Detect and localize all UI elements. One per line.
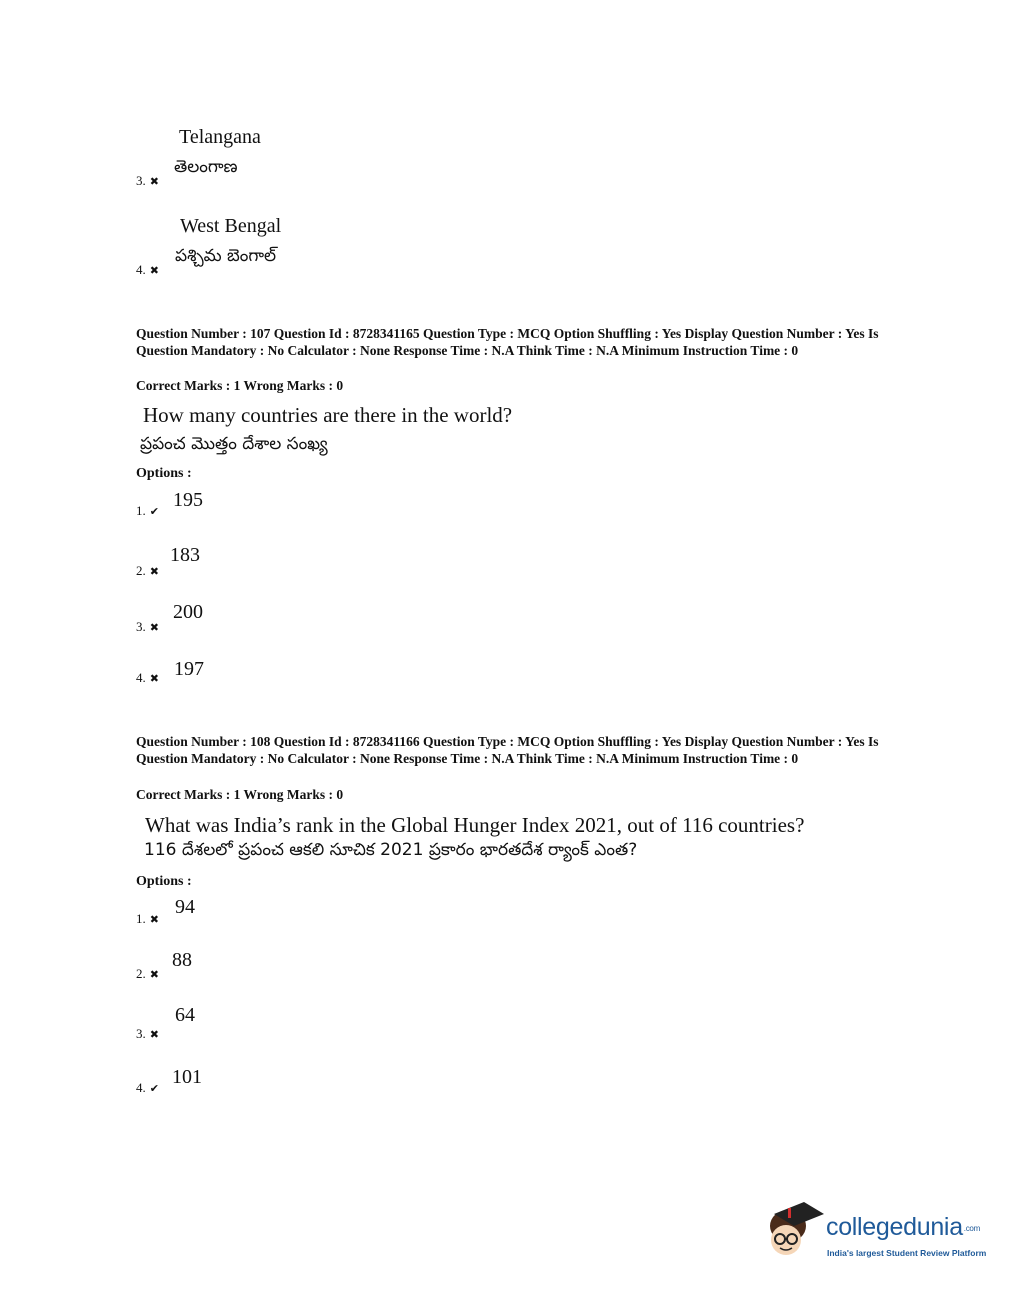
option-row [136, 172, 159, 190]
option-number: 2. [136, 563, 146, 578]
option-number: 4. [136, 262, 146, 277]
wrong-icon: ✖ [149, 969, 159, 981]
options-label: Options : [136, 466, 192, 481]
option-value: 200 [173, 601, 203, 623]
question-text-en: What was India’s rank in the Global Hunger Index 2021, out of 116 countries? [145, 813, 805, 837]
wrong-icon: ✖ [149, 176, 159, 188]
option-number: 4. [136, 670, 146, 685]
wrong-icon: ✖ [149, 914, 159, 926]
wrong-icon: ✖ [149, 1029, 159, 1041]
option-row [136, 502, 159, 520]
logo-wordmark [826, 1213, 980, 1242]
logo-name: collegedunia [826, 1213, 963, 1241]
option-value: 101 [172, 1066, 202, 1088]
question-marks: Correct Marks : 1 Wrong Marks : 0 [136, 378, 344, 393]
wrong-icon: ✖ [149, 566, 159, 578]
option-number: 3. [136, 173, 146, 188]
option-number: 4. [136, 1080, 146, 1095]
option-row [136, 562, 159, 580]
option-text-en: West Bengal [180, 215, 282, 237]
option-row [136, 910, 159, 928]
check-icon: ✔ [149, 506, 159, 518]
option-value: 94 [175, 896, 195, 918]
wrong-icon: ✖ [149, 265, 159, 277]
question-text-te: ప్రపంచ మొత్తం దేశాల సంఖ్య [140, 434, 328, 454]
option-text-en: Telangana [179, 126, 261, 148]
logo-tagline: India's largest Student Review Platform [827, 1248, 987, 1258]
option-value: 183 [170, 544, 200, 566]
option-value: 88 [172, 949, 192, 971]
option-row [136, 669, 159, 687]
question-meta: Question Number : 108 Question Id : 8728341166 Question Type : MCQ Option Shuffling : Yes Display Question Number : Yes Is Question Mandatory : No Calculator : None Response Time : N.A Think Time : N.A Minimum Instruction Time : 0 [136, 734, 879, 766]
option-value: 64 [175, 1004, 195, 1026]
option-text-te: తెలంగాణ [174, 157, 238, 177]
option-value: 195 [173, 489, 203, 511]
question-marks: Correct Marks : 1 Wrong Marks : 0 [136, 787, 344, 802]
option-row [136, 618, 159, 636]
logo-suffix: .com [963, 1223, 980, 1233]
option-row [136, 261, 159, 279]
wrong-icon: ✖ [149, 622, 159, 634]
option-row [136, 1079, 159, 1097]
question-meta: Question Number : 107 Question Id : 8728341165 Question Type : MCQ Option Shuffling : Yes Display Question Number : Yes Is Question Mandatory : No Calculator : None Response Time : N.A Think Time : N.A Minimum Instruction Time : 0 [136, 326, 879, 358]
option-row [136, 965, 159, 983]
wrong-icon: ✖ [149, 673, 159, 685]
options-label: Options : [136, 874, 192, 889]
option-number: 1. [136, 911, 146, 926]
option-number: 1. [136, 503, 146, 518]
option-number: 2. [136, 966, 146, 981]
option-value: 197 [174, 658, 204, 680]
question-text-en: How many countries are there in the world? [143, 403, 513, 427]
option-number: 3. [136, 1026, 146, 1041]
option-row [136, 1025, 159, 1043]
check-icon: ✔ [149, 1083, 159, 1095]
option-text-te: పశ్చిమ బెంగాల్ [175, 246, 277, 266]
option-number: 3. [136, 619, 146, 634]
mascot-icon [766, 1200, 826, 1262]
question-text-te: 116 దేశలలో ప్రపంచ ఆకలి సూచిక 2021 ప్రకారం భారతదేశ ర్యాంక్ ఎంత? [144, 840, 638, 860]
